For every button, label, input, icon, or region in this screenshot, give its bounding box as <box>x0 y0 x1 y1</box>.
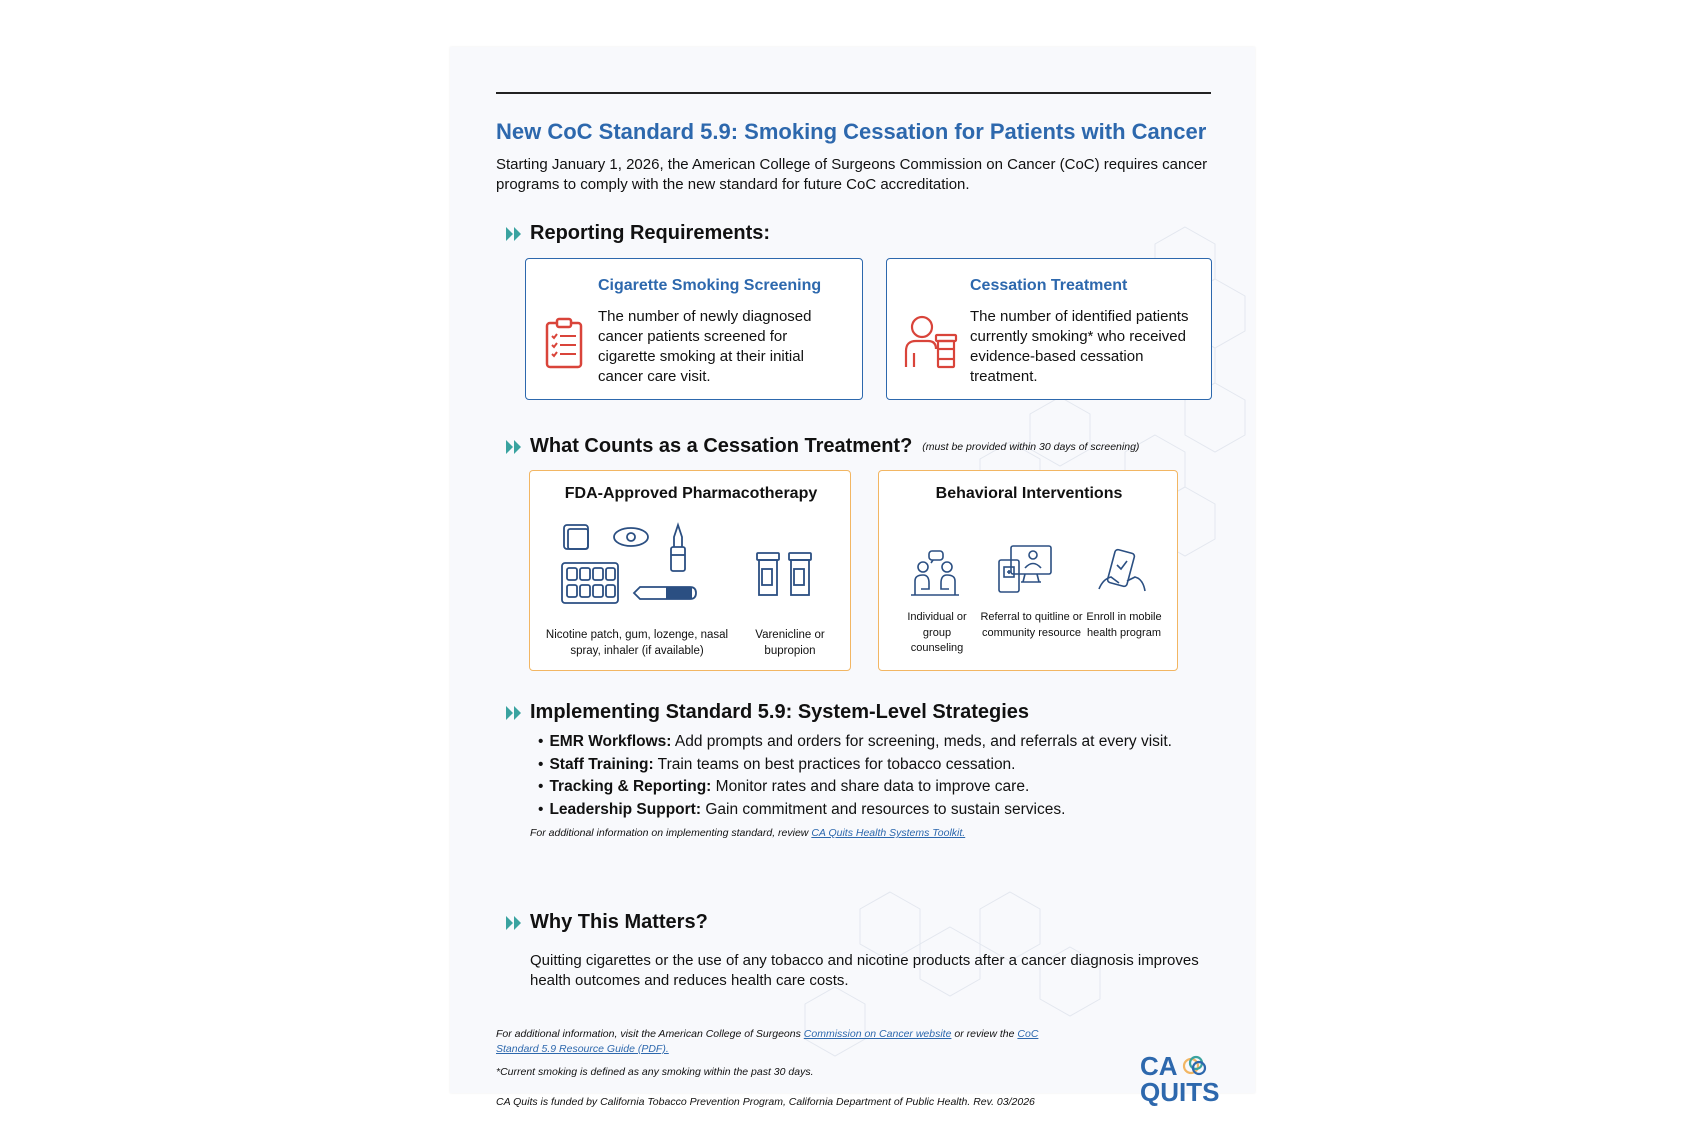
section-heading-reporting <box>506 222 770 245</box>
patient-medication-icon <box>902 315 958 369</box>
mobile-health-icon <box>1097 549 1147 595</box>
funding-footnote: CA Quits is funded by California Tobacco Prevention Program, California Department of Public Health. Rev. 03/2026 <box>496 1096 1035 1108</box>
bullet-text: Gain commitment and resources to sustain services. <box>705 800 1066 818</box>
why-text: Quitting cigarettes or the use of any tobacco and nicotine products after a cancer diagnosis improves health outcomes and reduces health care costs. <box>530 952 1199 989</box>
varenicline-caption: Varenicline or bupropion <box>755 629 825 657</box>
clipboard-checklist-icon <box>544 317 584 369</box>
card-pharmacotherapy <box>529 470 851 671</box>
bullet-bold: Staff Training: <box>549 755 654 773</box>
nicotine-replacement-products-icon <box>560 521 705 616</box>
section-heading-note: (must be provided within 30 days of screening) <box>922 440 1140 453</box>
interlocking-rings-icon <box>1182 1055 1208 1077</box>
double-chevron-icon <box>506 439 524 455</box>
card-smoking-screening <box>525 258 863 400</box>
toolkit-note-text: For additional information on implementing standard, review <box>530 827 809 839</box>
additional-info-footnote <box>496 1027 1056 1057</box>
card-title: Cigarette Smoking Screening <box>598 277 822 294</box>
list-item: • Tracking & Reporting: Monitor rates and share data to improve care. <box>538 778 1030 795</box>
section-heading-label: Why This Matters? <box>530 911 708 933</box>
toolkit-note <box>530 827 965 839</box>
page-title: New CoC Standard 5.9: Smoking Cessation for Patients with Cancer <box>496 119 1207 144</box>
document-page <box>450 47 1255 1108</box>
prescription-bottles-icon <box>755 551 815 597</box>
behavioral-item-counseling: Individual or group counseling <box>907 611 967 654</box>
footnote-text: For additional information, visit the American College of Surgeons <box>496 1028 801 1040</box>
commission-on-cancer-link[interactable]: Commission on Cancer website <box>803 1028 952 1040</box>
section-heading-strategies <box>506 701 1029 724</box>
list-item: • Leadership Support: Gain commitment and resources to sustain services. <box>538 800 1066 818</box>
double-chevron-icon <box>506 226 524 242</box>
double-chevron-icon <box>506 705 524 721</box>
footnote-text: or review the <box>954 1028 1015 1040</box>
section-heading-label: Reporting Requirements: <box>530 222 771 244</box>
card-title: Cessation Treatment <box>970 277 1128 294</box>
card-text: The number of newly diagnosed cancer patients screened for cigarette smoking at their initial cancer care visit. <box>598 308 812 385</box>
list-item: • EMR Workflows: Add prompts and orders for screening, meds, and referrals at every visit. <box>538 733 1172 750</box>
referral-devices-icon <box>997 544 1053 594</box>
bullet-text: Add prompts and orders for screening, meds, and referrals at every visit. <box>674 733 1172 750</box>
bullet-bold: Leadership Support: <box>549 800 702 818</box>
toolkit-link[interactable]: CA Quits Health Systems Toolkit. <box>811 827 966 839</box>
ca-quits-logo <box>1140 1053 1219 1105</box>
behavioral-item-referral: Referral to quitline or community resource <box>980 611 1083 639</box>
resource-guide-link[interactable]: CoC Standard 5.9 Resource Guide (PDF). <box>496 1028 1039 1055</box>
logo-line2: QUITS <box>1140 1077 1220 1107</box>
card-title: Behavioral Interventions <box>935 485 1123 502</box>
section-heading-label: Implementing Standard 5.9: System-Level Strategies <box>530 701 1030 723</box>
card-text: The number of identified patients currently smoking* who received evidence-based cessation treatment. <box>970 308 1189 385</box>
card-title: FDA-Approved Pharmacotherapy <box>564 485 818 502</box>
bullet-bold: Tracking & Reporting: <box>549 778 712 795</box>
section-heading-treatment <box>506 435 1139 458</box>
nicotine-products-caption: Nicotine patch, gum, lozenge, nasal spray, inhaler (if available) <box>545 629 729 657</box>
intro-text: Starting January 1, 2026, the American College of Surgeons Commission on Cancer (CoC) requires cancer programs to comply with the new standard for future CoC accreditation. <box>496 156 1208 193</box>
logo-line1: CA <box>1140 1051 1178 1081</box>
behavioral-item-mobile: Enroll in mobile health program <box>1086 611 1162 639</box>
card-cessation-treatment <box>886 258 1212 400</box>
current-smoking-footnote: *Current smoking is defined as any smoking within the past 30 days. <box>496 1066 814 1078</box>
strategies-list <box>538 731 1172 821</box>
bullet-text: Train teams on best practices for tobacco cessation. <box>657 755 1016 773</box>
bullet-text: Monitor rates and share data to improve care. <box>715 778 1030 795</box>
section-heading-why <box>506 911 708 934</box>
double-chevron-icon <box>506 915 524 931</box>
bullet-bold: EMR Workflows: <box>549 733 672 750</box>
top-rule <box>496 92 1211 94</box>
section-heading-label: What Counts as a Cessation Treatment? <box>530 435 913 457</box>
card-behavioral <box>878 470 1178 671</box>
counseling-icon <box>909 549 961 599</box>
list-item: • Staff Training: Train teams on best practices for tobacco cessation. <box>538 755 1016 773</box>
